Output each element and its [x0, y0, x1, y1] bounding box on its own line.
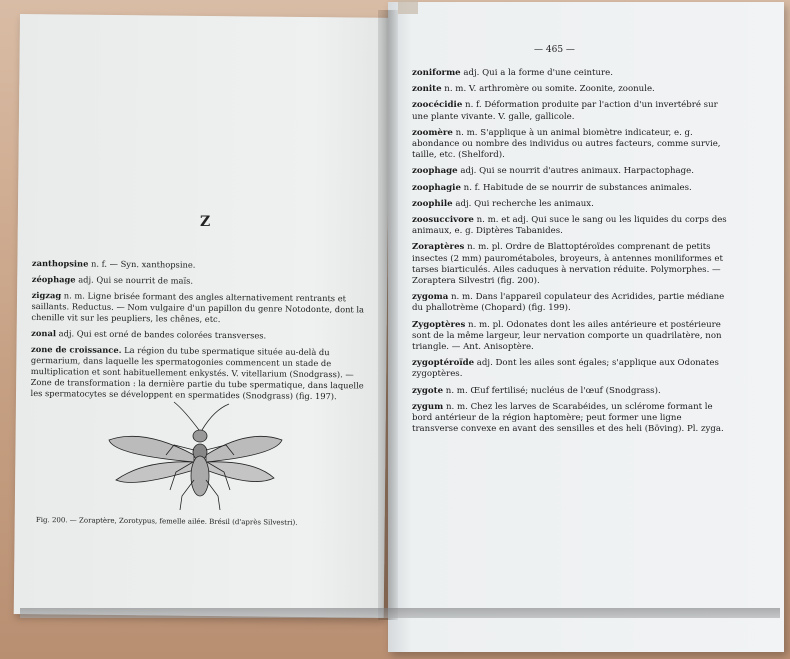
dictionary-entry: zoocécidie n. f. Déformation produite par l'action d'un invertébré sur une plante vivante. V. galle, gallicole.	[412, 100, 718, 122]
dictionary-entry: zoophagie n. f. Habitude de se nourrir de substances animales.	[412, 182, 692, 193]
dictionary-entry: zoophage adj. Qui se nourrit d'autres animaux. Harpactophage.	[412, 166, 694, 177]
dictionary-entry: zigzag n. m. Ligne brisée formant des angles alternativement rentrants et saillants. Reductus. — Nom vulgaire d'un papillon du genre Notodonte, dont la chenille vit sur les peupliers, les chênes, etc.	[31, 289, 365, 324]
dictionary-entry: zygoptéroïde adj. Dont les ailes sont égales; s'applique aux Odonates zygoptères.	[412, 358, 719, 380]
figure-caption: Fig. 200. — Zoraptère, Zorotypus, femelle ailée. Brésil (d'après Silvestri).	[35, 516, 298, 527]
dictionary-entry: zoniforme adj. Qui a la forme d'une ceinture.	[412, 68, 613, 78]
dictionary-entry: zoomère n. m. S'applique à un animal biomètre indicateur, e. g. abondance ou nombre des individus ou autres facteurs, comme survie, taille, etc. (Shelford).	[412, 127, 721, 161]
dictionary-entry: zanthopsine n. f. — Syn. xanthopsine.	[31, 258, 196, 270]
dictionary-entry: zoosuccivore n. m. et adj. Qui suce le sang ou les liquides du corps des animaux, e. g. Diptères Tabanides.	[412, 215, 727, 237]
dictionary-entry: Zoraptères n. m. pl. Ordre de Blattoptéroïdes comprenant de petits insectes (2 mm) paurométaboles, broyeurs, à antennes moniliformes et tarses biarticulés. Ailes caduques à nervation réduite. Polymorphes. — Zoraptera Silvestri (fig. 200).	[412, 242, 723, 287]
letter-heading: Z	[200, 214, 211, 230]
dictionary-entry: zygoma n. m. Dans l'appareil copulateur des Acridides, partie médiane du phallotrème (Chopard) (fig. 199).	[412, 292, 725, 314]
dictionary-entry: zonal adj. Qui est orné de bandes colorées transverses.	[31, 327, 267, 341]
paper-scrap	[398, 0, 418, 14]
book-spine	[378, 10, 398, 620]
dictionary-entry: Zygoptères n. m. pl. Odonates dont les ailes antérieure et postérieure sont de la même largeur, leur nervation comporte un quadrilatère, non triangle. — Ant. Anisoptère.	[412, 319, 722, 353]
page-number: — 465 —	[534, 45, 575, 55]
left-entries	[30, 258, 366, 407]
right-entries	[412, 68, 730, 440]
book-edge	[20, 608, 780, 618]
dictionary-entry: zoophile adj. Qui recherche les animaux.	[412, 198, 594, 209]
zoraptera-illustration	[104, 400, 284, 515]
dictionary-entry: zygote n. m. Œuf fertilisé; nucléus de l'œuf (Snodgrass).	[412, 385, 661, 396]
dictionary-entry: zéophage adj. Qui se nourrit de maïs.	[31, 273, 194, 286]
dictionary-entry: zonite n. m. V. arthromère ou somite. Zoonite, zoonule.	[412, 84, 655, 95]
dictionary-entry: zygum n. m. Chez les larves de Scarabéides, un sclérome formant le bord antérieur de la région haptomère; peut former une ligne transverse convexe en avant des sensilles et des heli (Böving). Pl. zyga.	[412, 401, 724, 435]
dictionary-entry: zone de croissance. La région du tube spermatique située au-delà du germarium, dans laquelle les spermatogonies commencent un stade de multiplication et sont habituellement enkystés. V. vitellarium (Snodgrass). — Zone de transformation : la dernière partie du tube spermatique, dans laquelle les spermatocytes se développent en spermatides (Snodgrass) (fig. 197).	[30, 343, 364, 402]
